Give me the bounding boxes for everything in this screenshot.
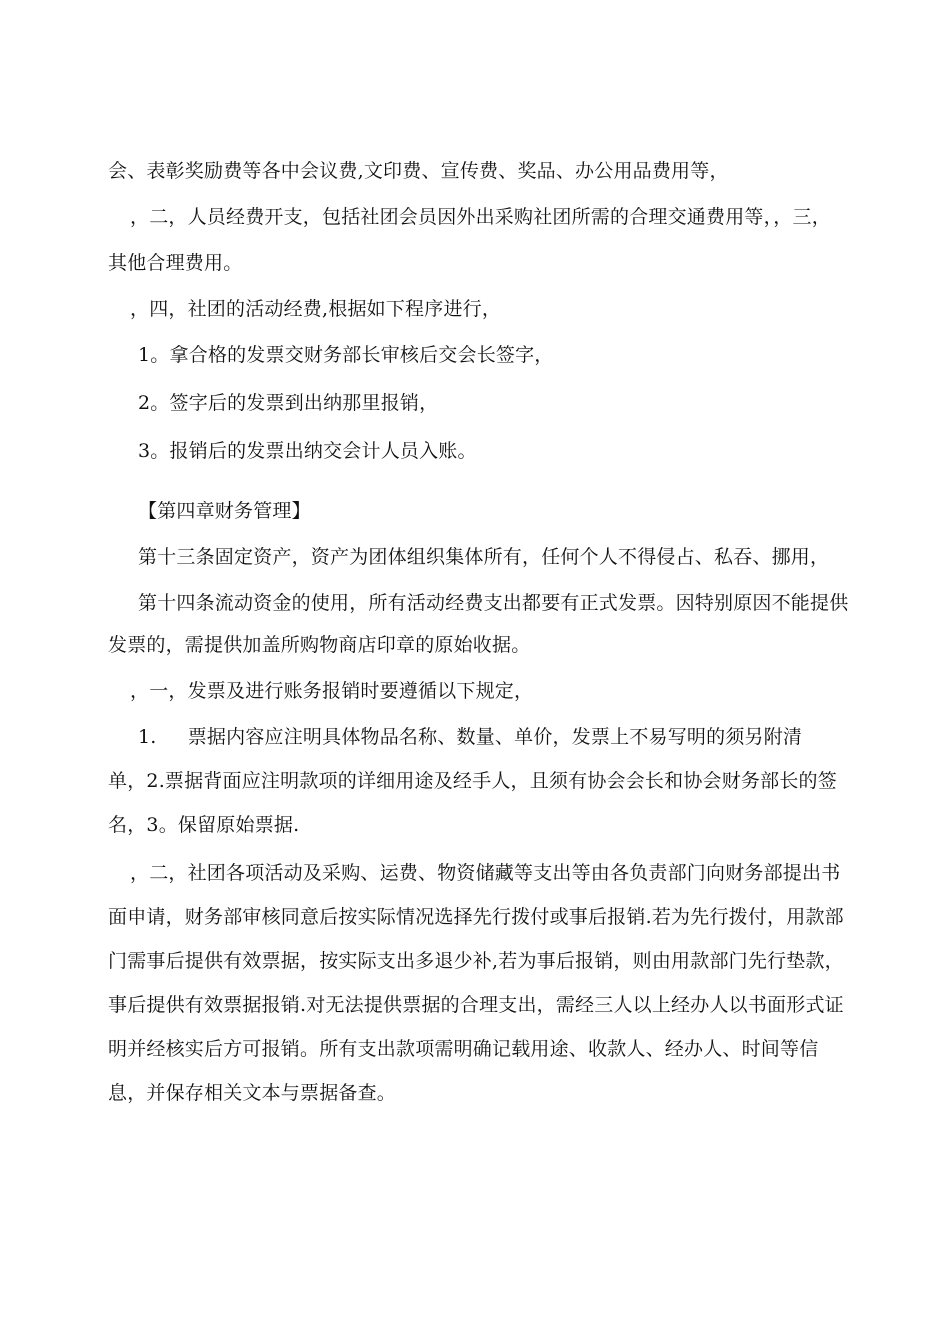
paragraph-line: 发票的，需提供加盖所购物商店印章的原始收据。: [108, 634, 531, 656]
paragraph-line: 明并经核实后方可报销。所有支出款项需明确记载用途、收款人、经办人、时间等信: [108, 1038, 819, 1060]
paragraph-line: 其他合理费用。: [108, 252, 243, 274]
paragraph-line: 会、表彰奖励费等各中会议费,文印费、宣传费、奖品、办公用品费用等，: [108, 160, 729, 182]
paragraph-line: 第十三条固定资产，资产为团体组织集体所有，任何个人不得侵占、私吞、挪用，: [138, 546, 830, 568]
list-item: 1. 票据内容应注明具体物品名称、数量、单价，发票上不易写明的须另附清: [138, 726, 803, 748]
paragraph-line: 第十四条流动资金的使用，所有活动经费支出都要有正式发票。因特别原因不能提供: [138, 592, 849, 614]
paragraph-line: 门需事后提供有效票据，按实际支出多退少补,若为事后报销，则由用款部门先行垫款，: [108, 950, 844, 972]
paragraph-line: ，四，社团的活动经费,根据如下程序进行，: [130, 298, 502, 320]
paragraph-line: ，二，人员经费开支，包括社团会员因外出采购社团所需的合理交通费用等，，三，: [130, 206, 831, 228]
paragraph-line: 名，3。保留原始票据.: [108, 814, 300, 836]
list-item: 3。报销后的发票出纳交会计人员入账。: [138, 440, 477, 462]
paragraph-line: 面申请，财务部审核同意后按实际情况选择先行拨付或事后报销.若为先行拨付，用款部: [108, 906, 844, 928]
chapter-heading: 【第四章财务管理】: [138, 500, 311, 522]
paragraph-line: ，二，社团各项活动及采购、运费、物资储藏等支出等由各负责部门向财务部提出书: [130, 862, 841, 884]
paragraph-line: 息，并保存相关文本与票据备查。: [108, 1082, 397, 1104]
list-item: 1。拿合格的发票交财务部长审核后交会长签字，: [138, 344, 554, 366]
paragraph-line: 单，2.票据背面应注明款项的详细用途及经手人，且须有协会会长和协会财务部长的签: [108, 770, 837, 792]
list-item: 2。签字后的发票到出纳那里报销，: [138, 392, 439, 414]
paragraph-line: 事后提供有效票据报销.对无法提供票据的合理支出，需经三人以上经办人以书面形式证: [108, 994, 844, 1016]
paragraph-line: ，一，发票及进行账务报销时要遵循以下规定，: [130, 680, 534, 702]
